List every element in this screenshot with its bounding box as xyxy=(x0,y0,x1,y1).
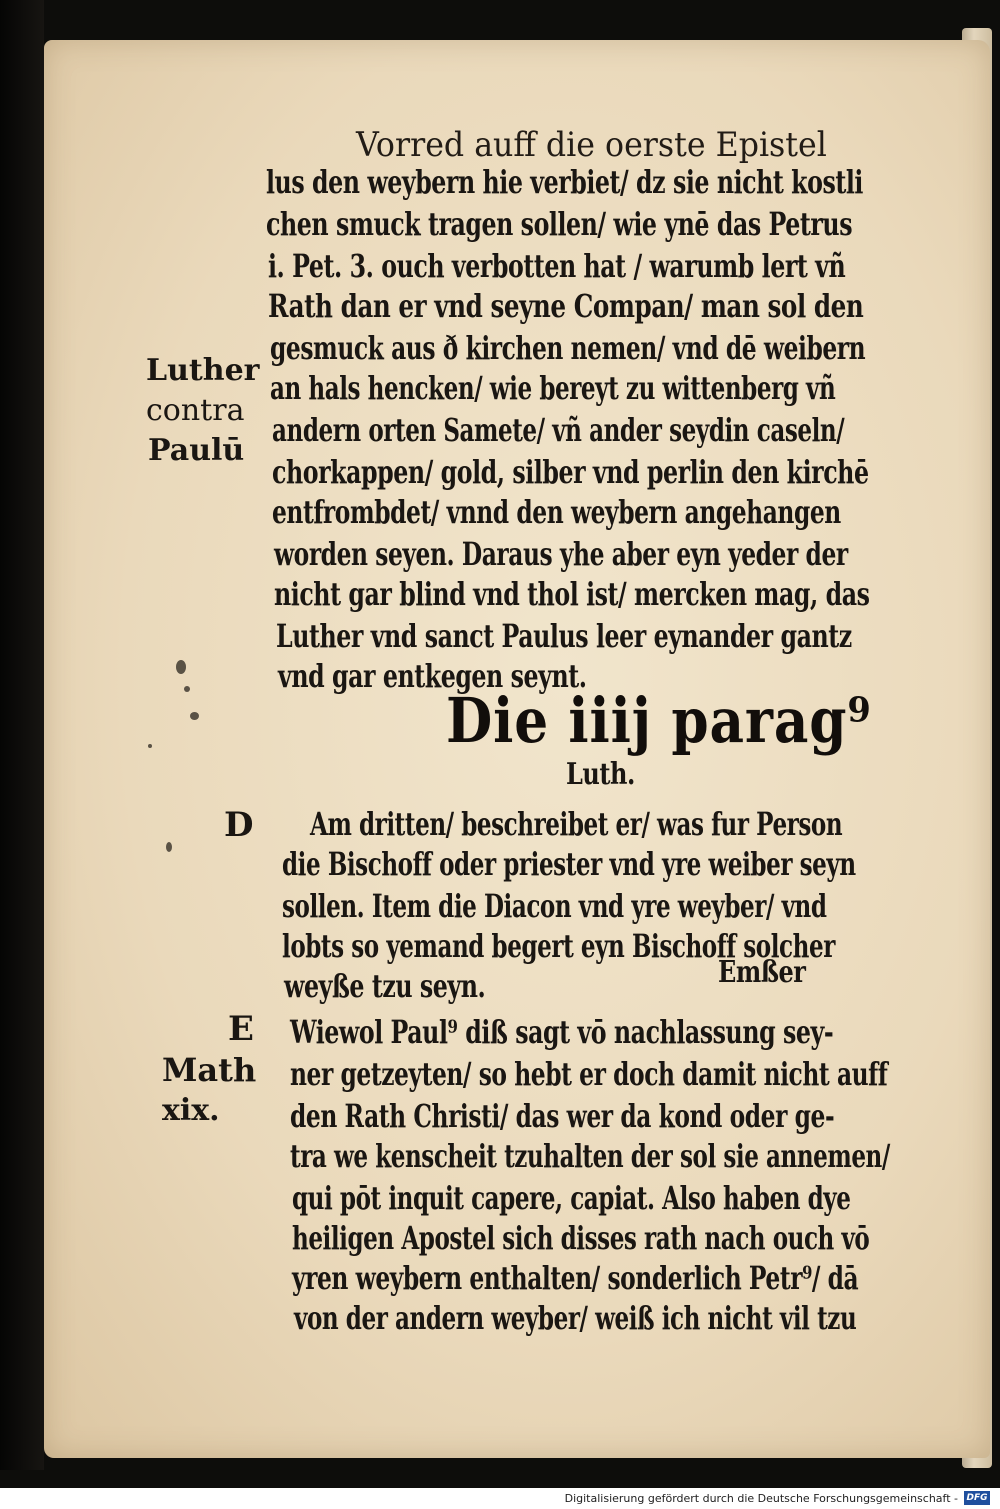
text-line: weyße tzu seyn. xyxy=(284,967,486,1005)
dfg-logo: DFG xyxy=(964,1491,990,1505)
running-header: Vorred auff die oerste Epistel xyxy=(356,125,827,165)
subheading-luth: Luth. xyxy=(566,757,635,792)
margin-note-line: Paulū xyxy=(148,433,245,468)
margin-note-line: xix. xyxy=(162,1093,220,1128)
text-line: lobts so yemand begert eyn Bischoff solcher xyxy=(282,927,835,965)
text-line: Wiewol Paul⁹ diß sagt vō nachlassung sey- xyxy=(290,1013,834,1051)
margin-note-line: Math xyxy=(162,1051,257,1089)
text-line: vnd gar entkegen seynt. xyxy=(278,657,587,695)
text-line: sollen. Item die Diacon vnd yre weyber/ vnd xyxy=(282,887,827,925)
margin-note-line: contra xyxy=(146,393,245,428)
margin-note-line: Luther xyxy=(146,353,260,388)
text-line: worden seyen. Daraus yhe aber eyn yeder der xyxy=(274,535,848,573)
section-marker-d: D xyxy=(224,805,254,845)
text-line: von der andern weyber/ weiß ich nicht vil tzu xyxy=(294,1299,857,1337)
section-marker-e: E xyxy=(228,1009,254,1049)
text-line: tra we kenscheit tzuhalten der sol sie annemen/ xyxy=(290,1137,890,1175)
text-line: nicht gar blind vnd thol ist/ mercken mag, das xyxy=(274,575,870,613)
ink-speck xyxy=(184,686,190,692)
ink-speck xyxy=(190,712,199,720)
text-line: entfrombdet/ vnnd den weybern angehangen xyxy=(272,493,841,531)
text-line: andern orten Samete/ vñ ander seydin caseln/ xyxy=(272,411,845,449)
text-line: Luther vnd sanct Paulus leer eynander gantz xyxy=(276,617,852,655)
text-line: ner getzeyten/ so hebt er doch damit nicht auff xyxy=(290,1055,888,1093)
text-line: die Bischoff oder priester vnd yre weiber seyn xyxy=(282,845,856,883)
subheading-emser: Emßer xyxy=(718,955,806,990)
text-line: heiligen Apostel sich disses rath nach ouch vō xyxy=(292,1219,870,1257)
section-heading: Die iiij parag⁹ xyxy=(446,684,872,757)
text-line: Rath dan er vnd seyne Compan/ man sol den xyxy=(268,287,864,325)
footer-credit: Digitalisierung gefördert durch die Deutsche Forschungsgemeinschaft - xyxy=(564,1492,958,1505)
text-line: qui pōt inquit capere, capiat. Also haben dye xyxy=(292,1179,851,1217)
ink-speck xyxy=(148,744,152,748)
text-line: an hals hencken/ wie bereyt zu wittenberg vñ xyxy=(270,369,836,407)
text-line: lus den weybern hie verbiet/ dz sie nicht kostli xyxy=(266,163,863,201)
book-gutter xyxy=(0,0,44,1470)
text-line: Am dritten/ beschreibet er/ was fur Person xyxy=(310,805,843,843)
text-line: yren weybern enthalten/ sonderlich Petr⁹/ dā xyxy=(292,1259,859,1297)
text-line: den Rath Christi/ das wer da kond oder ge- xyxy=(290,1097,835,1135)
text-line: i. Pet. 3. ouch verbotten hat / warumb lert vñ xyxy=(268,247,846,285)
ink-speck xyxy=(176,660,186,674)
text-line: chorkappen/ gold, silber vnd perlin den kirchē xyxy=(272,453,869,491)
text-line: chen smuck tragen sollen/ wie ynē das Petrus xyxy=(266,205,853,243)
ink-speck xyxy=(166,842,172,852)
text-line: gesmuck aus ð kirchen nemen/ vnd dē weibern xyxy=(270,329,866,367)
